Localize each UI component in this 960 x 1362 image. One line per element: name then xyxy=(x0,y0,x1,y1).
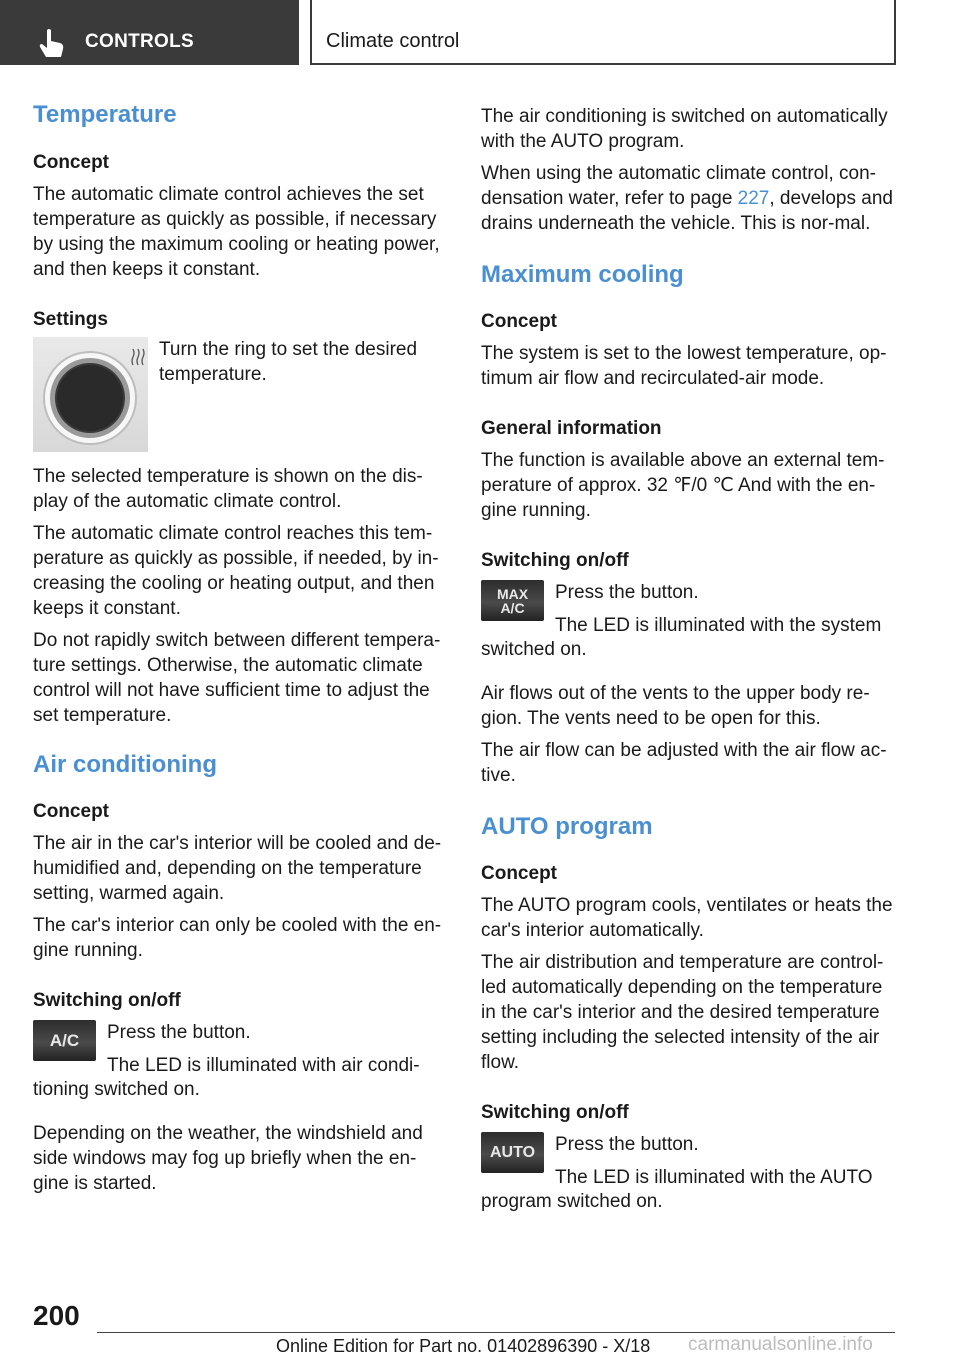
paragraph: The air flow can be adjusted with the air flow ac-tive. xyxy=(481,740,887,786)
edition-text: Online Edition for Part no. 01402896390 - X/18 xyxy=(276,1336,651,1356)
watermark: carmanualsonline.info xyxy=(688,1334,873,1355)
section-label: CONTROLS xyxy=(85,31,195,52)
heading-air-conditioning: Air conditioning xyxy=(33,751,217,778)
paragraph: The automatic climate control achieves the set temperature as quickly as possible, if necessary by using the maximum cooling or heating power, and then keeps it constant. xyxy=(33,184,440,280)
heading-temperature: Temperature xyxy=(33,101,177,128)
paragraph: Do not rapidly switch between different tempera-ture settings. Otherwise, the automatic climate control will not have sufficient time to adjust the set temperature. xyxy=(33,630,441,726)
right-column xyxy=(481,100,896,1214)
paragraph: The selected temperature is shown on the dis-play of the automatic climate control. xyxy=(33,466,423,512)
subheading-switching: Switching on/off xyxy=(481,1102,629,1123)
footer-divider xyxy=(97,1332,895,1333)
heading-maximum-cooling: Maximum cooling xyxy=(481,261,684,288)
press-text: Press the button. xyxy=(107,1022,251,1043)
press-text: Press the button. xyxy=(555,582,699,603)
subheading-concept: Concept xyxy=(481,863,557,884)
temperature-knob-icon xyxy=(33,337,148,452)
max-ac-button-row xyxy=(481,580,896,637)
ac-button-image xyxy=(33,1020,96,1061)
subheading-concept: Concept xyxy=(481,311,557,332)
paragraph: The air distribution and temperature are control-led automatically depending on the temperature in the car's interior and the desired temperature setting including the selected intensity of the air flow. xyxy=(481,952,884,1073)
subheading-switching: Switching on/off xyxy=(481,550,629,571)
subheading-settings: Settings xyxy=(33,309,108,330)
paragraph: The car's interior can only be cooled with the en-gine running. xyxy=(33,915,442,961)
auto-button-row xyxy=(481,1132,896,1189)
section-tab xyxy=(0,0,299,65)
paragraph: The AUTO program cools, ventilates or heats the car's interior automatically. xyxy=(481,895,893,941)
led-text-line1: The LED is illuminated with the system xyxy=(555,615,882,636)
settings-figure-row xyxy=(33,337,443,452)
chapter-title: Climate control xyxy=(326,30,460,52)
heading-auto-program: AUTO program xyxy=(481,813,653,840)
led-text-line2: tioning switched on. xyxy=(33,1079,200,1100)
led-text-line1: The LED is illuminated with air condi- xyxy=(107,1055,420,1076)
max-ac-button-label: MAX A/C xyxy=(496,585,529,616)
led-text-line1: The LED is illuminated with the AUTO xyxy=(555,1167,873,1188)
paragraph: The function is available above an external tem-perature of approx. 32 ℉/0 ℃ And with the en-gine running. xyxy=(481,450,885,521)
ac-button-row xyxy=(33,1020,443,1077)
paragraph: Depending on the weather, the windshield and side windows may fog up briefly when the en-gine is started. xyxy=(33,1123,423,1194)
temperature-ring-image xyxy=(33,337,148,452)
subheading-switching: Switching on/off xyxy=(33,990,181,1011)
page-link[interactable]: 227 xyxy=(737,188,770,209)
subheading-concept: Concept xyxy=(33,801,109,822)
hand-pointer-icon xyxy=(38,28,66,58)
settings-text: Turn the ring to set the desired temperature. xyxy=(159,339,418,385)
auto-button-image xyxy=(481,1132,544,1173)
chapter-header xyxy=(310,0,896,65)
auto-button-label: AUTO xyxy=(489,1143,536,1161)
paragraph: The air in the car's interior will be cooled and de-humidified and, depending on the temperature setting, warmed again. xyxy=(33,833,442,904)
ac-button-label: A/C xyxy=(49,1030,80,1050)
subheading-general: General information xyxy=(481,418,662,439)
paragraph: The automatic climate control reaches this tem-perature as quickly as possible, if needed, by in-creasing the cooling or heating output, and then keeps it constant. xyxy=(33,523,439,619)
led-text-line2: switched on. xyxy=(481,639,587,660)
paragraph: Air flows out of the vents to the upper body re-gion. The vents need to be open for this. xyxy=(481,683,870,729)
subheading-concept: Concept xyxy=(33,152,109,173)
page-number: 200 xyxy=(33,1300,80,1331)
paragraph: When using the automatic climate control, con-densation water, refer to page 227, develops and drains underneath the vehicle. This is nor-mal. xyxy=(481,163,893,234)
led-text-line2: program switched on. xyxy=(481,1191,663,1212)
paragraph: The system is set to the lowest temperature, op-timum air flow and recirculated-air mode. xyxy=(481,343,887,389)
left-column xyxy=(33,100,443,1196)
paragraph: The air conditioning is switched on automatically with the AUTO program. xyxy=(481,106,888,152)
max-ac-button-image xyxy=(481,580,544,621)
press-text: Press the button. xyxy=(555,1134,699,1155)
